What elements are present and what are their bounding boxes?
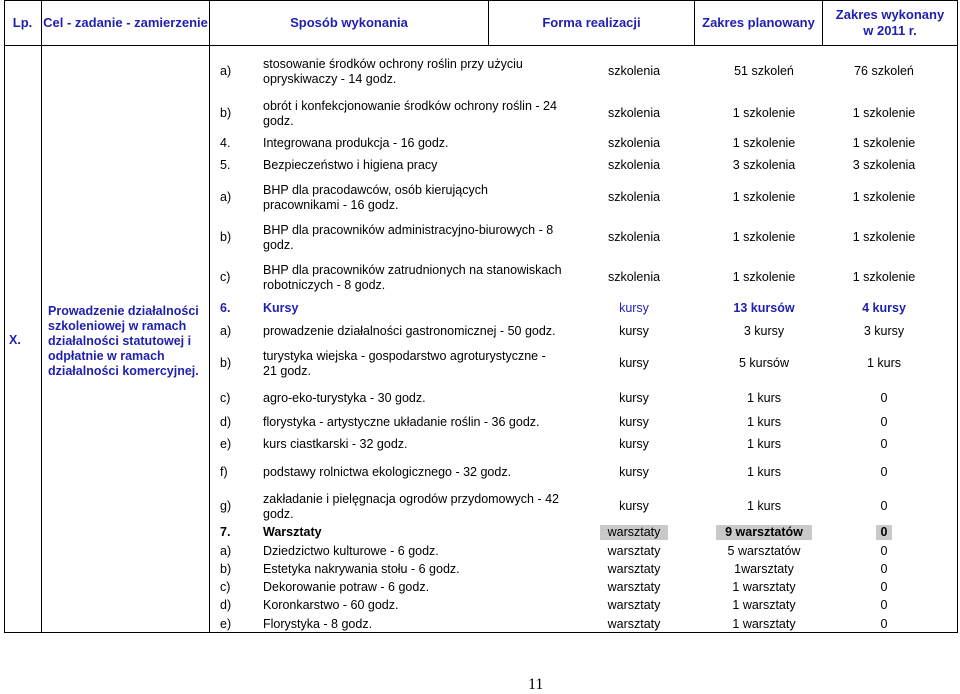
row-plan: 9 warsztatów [716,525,812,540]
row-forma: kursy [619,415,649,429]
row-forma: kursy [619,499,649,513]
col-divider-cel [209,0,210,633]
row-wyk: 0 [880,499,888,513]
row-forma: warsztaty [607,580,661,594]
row-wyk: 0 [880,465,888,479]
row-forma: kursy [619,465,649,479]
header-sposob: Sposób wykonania [290,15,408,30]
header-wykonany-line2: w 2011 r. [863,23,917,38]
row-wyk: 0 [880,415,888,429]
row-wyk: 1 szkolenie [852,136,916,150]
row-text: zakładanie i pielęgnacja ogrodów przydomowych - 42 godz. [263,492,560,521]
row-forma: kursy [619,356,649,370]
row-plan: 1 kurs [746,437,782,451]
row-plan: 1 warsztaty [732,617,796,631]
row-wyk: 4 kursy [862,301,906,315]
row-mark: b) [220,106,232,120]
header-cel: Cel - zadanie - zamierzenie [43,15,208,30]
header-lp: Lp. [12,15,33,30]
row-mark: c) [220,580,231,594]
row-text: florystyka - artystyczne układanie roślin - 36 godz. [263,415,540,429]
row-mark: d) [220,598,232,612]
table-border-bottom [4,632,958,633]
row-mark: 7. [220,525,231,539]
row-text: Warsztaty [263,525,322,539]
row-plan: 1 szkolenie [732,270,796,284]
row-forma: szkolenia [607,158,661,172]
row-text: prowadzenie działalności gastronomicznej - 50 godz. [263,324,556,338]
row-wyk: 0 [880,580,888,594]
row-text: agro-eko-turystyka - 30 godz. [263,391,426,405]
row-text: podstawy rolnictwa ekologicznego - 32 godz. [263,465,512,479]
row-text: obrót i konfekcjonowanie środków ochrony roślin - 24 godz. [263,99,557,128]
row-wyk: 1 szkolenie [852,270,916,284]
row-plan: 1 warsztaty [732,598,796,612]
section-number: X. [9,333,21,347]
row-forma: kursy [619,324,649,338]
row-plan: 1 kurs [746,499,782,513]
row-mark: b) [220,230,232,244]
row-forma: warsztaty [600,525,668,540]
row-wyk: 0 [880,437,888,451]
row-wyk: 1 kurs [866,356,902,370]
header-wykonany [823,7,957,39]
row-plan: 1 szkolenie [732,136,796,150]
row-text: BHP dla pracodawców, osób kierujących pracownikami - 16 godz. [263,183,488,212]
row-wyk: 0 [880,544,888,558]
table-border-right [957,0,958,633]
header-wykonany-line1: Zakres wykonany [835,7,945,22]
row-mark: e) [220,437,232,451]
page-number: 11 [528,676,544,693]
row-forma: warsztaty [607,617,661,631]
row-wyk: 3 szkolenia [852,158,916,172]
row-mark: 4. [220,136,231,150]
row-plan: 1 kurs [746,391,782,405]
row-plan: 5 kursów [738,356,790,370]
header-divider [4,45,958,46]
row-plan: 3 kursy [743,324,785,338]
row-text: Florystyka - 8 godz. [263,617,373,631]
row-mark: f) [220,465,228,479]
row-plan: 1warsztaty [734,562,794,576]
row-mark: g) [220,499,232,513]
row-text: turystyka wiejska - gospodarstwo agroturystyczne - 21 godz. [263,349,546,378]
row-plan: 1 szkolenie [732,106,796,120]
row-forma: szkolenia [607,136,661,150]
row-plan: 3 szkolenia [732,158,796,172]
row-mark: a) [220,190,232,204]
row-text: Bezpieczeństwo i higiena pracy [263,158,438,172]
row-wyk: 1 szkolenie [852,106,916,120]
row-plan: 51 szkoleń [734,64,794,78]
row-plan: 13 kursów [733,301,795,315]
row-forma: szkolenia [607,270,661,284]
row-wyk: 1 szkolenie [852,190,916,204]
row-mark: a) [220,544,232,558]
row-forma: kursy [619,437,649,451]
row-mark: 5. [220,158,231,172]
row-wyk: 0 [880,391,888,405]
row-forma: kursy [619,391,649,405]
row-wyk: 3 kursy [863,324,905,338]
row-forma: szkolenia [607,190,661,204]
row-text: BHP dla pracowników zatrudnionych na stanowiskach robotniczych - 8 godz. [263,263,562,292]
row-plan: 1 kurs [746,465,782,479]
row-text: Kursy [263,301,299,315]
row-mark: b) [220,356,232,370]
row-forma: warsztaty [607,598,661,612]
row-mark: e) [220,617,232,631]
row-text: Koronkarstwo - 60 godz. [263,598,399,612]
row-forma: szkolenia [607,106,661,120]
row-forma: szkolenia [607,64,661,78]
row-wyk: 0 [880,598,888,612]
document-page [4,0,958,693]
row-plan: 1 szkolenie [732,230,796,244]
header-planowany: Zakres planowany [702,15,815,30]
row-wyk: 0 [880,562,888,576]
row-forma: kursy [619,301,649,315]
row-text: Dziedzictwo kulturowe - 6 godz. [263,544,439,558]
row-text: BHP dla pracowników administracyjno-biurowych - 8 godz. [263,223,554,252]
row-plan: 1 warsztaty [732,580,796,594]
row-mark: c) [220,391,231,405]
row-text: Dekorowanie potraw - 6 godz. [263,580,430,594]
row-forma: warsztaty [607,544,661,558]
row-mark: 6. [220,301,231,315]
table-border-top [4,0,958,1]
row-wyk: 0 [880,617,888,631]
row-wyk: 1 szkolenie [852,230,916,244]
row-mark: c) [220,270,231,284]
row-mark: a) [220,64,232,78]
row-text: Integrowana produkcja - 16 godz. [263,136,449,150]
section-title: Prowadzenie działalności szkoleniowej w ramach działalności statutowej i odpłatnie w ramach działalności komercyjnej. [48,304,199,378]
row-wyk: 76 szkoleń [854,64,914,78]
row-mark: b) [220,562,232,576]
row-mark: a) [220,324,232,338]
row-plan: 5 warsztatów [727,544,801,558]
row-text: stosowanie środków ochrony roślin przy użyciu opryskiwaczy - 14 godz. [263,57,523,86]
row-plan: 1 szkolenie [732,190,796,204]
row-plan: 1 kurs [746,415,782,429]
row-forma: warsztaty [607,562,661,576]
table-border-left [4,0,5,633]
row-forma: szkolenia [607,230,661,244]
header-forma: Forma realizacji [542,15,641,30]
row-text: Estetyka nakrywania stołu - 6 godz. [263,562,460,576]
row-text: kurs ciastkarski - 32 godz. [263,437,408,451]
col-divider-lp [41,0,42,633]
row-mark: d) [220,415,232,429]
row-wyk: 0 [876,525,892,540]
